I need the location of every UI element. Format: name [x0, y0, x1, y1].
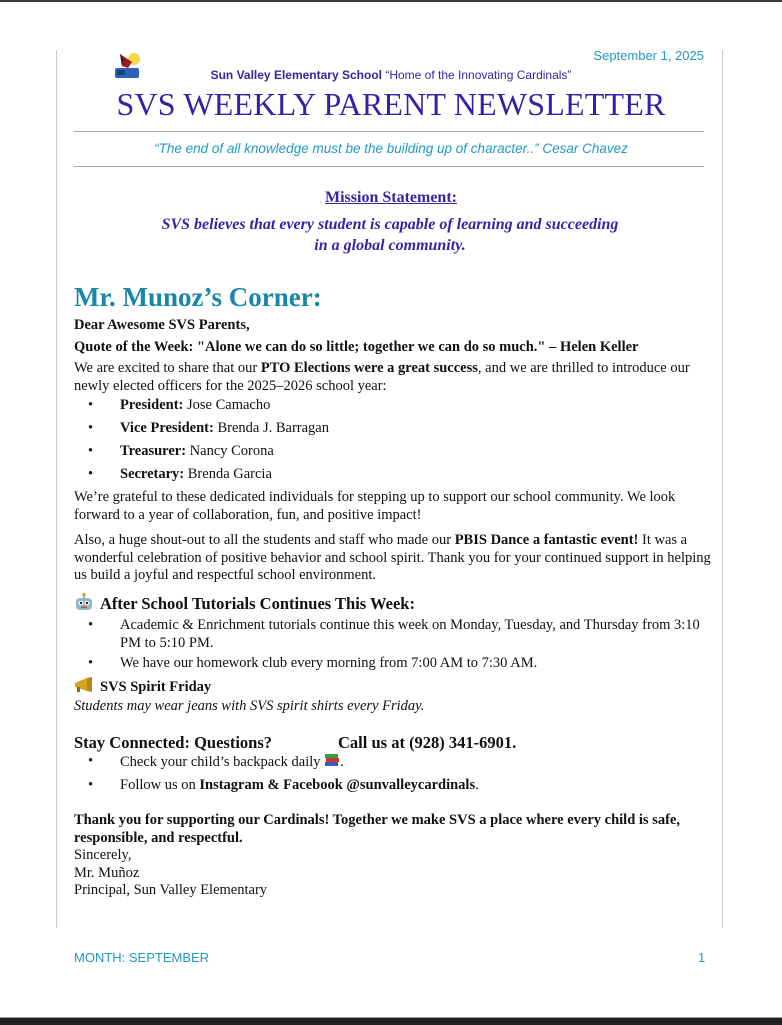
- tutorials-heading-row: [74, 592, 714, 616]
- stay-item: • Follow us on Instagram & Facebook @sunvalleycardinals.: [88, 776, 479, 793]
- signoff: Sincerely,: [74, 847, 132, 863]
- officer-item: • Secretary: Brenda Garcia: [88, 466, 272, 482]
- call-phone: Call us at (928) 341-6901.: [338, 732, 517, 752]
- pto-intro-bold: PTO Elections were a great success: [260, 360, 478, 376]
- tutorials-heading: After School Tutorials Continues This Week:: [100, 593, 415, 613]
- tutorial-item: • Academic & Enrichment tutorials continue this week on Monday, Tuesday, and Thursday from 3:10 PM to 5:10 PM.: [88, 617, 700, 651]
- stay-item: • Check your child’s backpack daily .: [74, 753, 714, 774]
- school-tagline: “Home of the Innovating Cardinals”: [385, 68, 572, 82]
- signer-title: Principal, Sun Valley Elementary: [74, 882, 268, 898]
- officer-role: Vice President:: [120, 420, 214, 436]
- closing-thanks: Thank you for supporting our Cardinals! Together we make SVS a place where every child is safe, responsible, and respectful.: [74, 812, 680, 846]
- page-border-left: [56, 50, 57, 928]
- stay-list: [74, 753, 714, 794]
- divider-bottom: [74, 166, 704, 167]
- tutorial-item: • We have our homework club every morning from 7:00 AM to 7:30 AM.: [88, 655, 538, 671]
- issue-date: September 1, 2025: [593, 48, 704, 63]
- officer-name: Brenda J. Barragan: [213, 420, 329, 436]
- stay-connected-row: [74, 734, 714, 752]
- header-quote: “The end of all knowledge must be the building up of character..” Cesar Chavez: [154, 141, 628, 156]
- spirit-text: Students may wear jeans with SVS spirit shirts every Friday.: [74, 698, 425, 714]
- pto-intro-post: , and we are thrilled to introduce our newly elected officers for the 2025–2026 school year:: [74, 360, 690, 394]
- officer-item: • Vice President: Brenda J. Barragan: [88, 420, 329, 436]
- pbis-paragraph: [74, 532, 714, 585]
- page-number: 1: [698, 950, 706, 965]
- divider-top: [74, 131, 704, 132]
- signer-name: Mr. Muñoz: [74, 864, 140, 881]
- social-handle: Instagram & Facebook @sunvalleycardinals: [199, 776, 476, 793]
- megaphone-icon: [74, 677, 94, 699]
- page-border-right: [722, 50, 723, 928]
- robot-icon: [74, 592, 94, 616]
- officer-item: • President: Jose Camacho: [88, 397, 271, 413]
- follow-pre: Follow us on: [120, 776, 200, 793]
- spirit-heading-row: [74, 677, 714, 699]
- stay-heading: Stay Connected: Questions?: [74, 732, 273, 752]
- pbis-post: It was a wonderful celebration of positive behavior and school spirit. Thank you for your continued support in helping us build a joyful and respectful school environment.: [74, 532, 711, 583]
- footer-month: MONTH: SEPTEMBER: [74, 950, 210, 965]
- mission-heading: Mission Statement:: [325, 189, 457, 206]
- letter-body: [74, 317, 714, 900]
- officer-role: President:: [120, 397, 184, 413]
- corner-heading: Mr. Munoz’s Corner:: [74, 282, 322, 312]
- officer-role: Treasurer:: [120, 443, 187, 459]
- spirit-heading: SVS Spirit Friday: [100, 678, 212, 695]
- officer-name: Jose Camacho: [183, 397, 271, 413]
- backpack-end: .: [340, 754, 344, 770]
- window-top-edge: [0, 0, 782, 2]
- officer-name: Brenda Garcia: [184, 466, 272, 482]
- tutorial-text: Academic & Enrichment tutorials continue this week on Monday, Tuesday, and Thursday from 3:10 PM to 5:10 PM.: [120, 617, 700, 651]
- pto-intro-pre: We are excited to share that our: [74, 360, 261, 376]
- books-icon: [324, 753, 340, 774]
- officer-item: • Treasurer: Nancy Corona: [88, 443, 274, 459]
- pto-intro: [74, 360, 714, 395]
- newsletter-title: SVS WEEKLY PARENT NEWSLETTER: [116, 86, 666, 122]
- school-line: [0, 68, 782, 82]
- pbis-pre: Also, a huge shout-out to all the students and staff who made our: [74, 532, 455, 548]
- school-name: Sun Valley Elementary School: [210, 68, 382, 82]
- officer-name: Nancy Corona: [186, 443, 274, 459]
- greeting: Dear Awesome SVS Parents,: [74, 317, 250, 333]
- mission-line-2: in a global community.: [314, 237, 466, 254]
- grateful-paragraph: We’re grateful to these dedicated individuals for stepping up to support our school community. We look forward to a year of collaboration, fun, and positive impact!: [74, 489, 676, 523]
- tutorial-text: We have our homework club every morning from 7:00 AM to 7:30 AM.: [120, 655, 538, 671]
- mission-text: [110, 214, 670, 256]
- quote-of-week: Quote of the Week: "Alone we can do so little; together we can do so much." – Helen Keller: [74, 338, 639, 355]
- pbis-bold: PBIS Dance a fantastic event!: [454, 532, 639, 548]
- backpack-text: Check your child’s backpack daily: [120, 754, 325, 770]
- tutorials-list: [74, 617, 714, 673]
- follow-end: .: [475, 776, 479, 793]
- mission-line-1: SVS believes that every student is capable of learning and succeeding: [161, 216, 619, 233]
- officer-list: [74, 397, 714, 484]
- officer-role: Secretary:: [120, 466, 185, 482]
